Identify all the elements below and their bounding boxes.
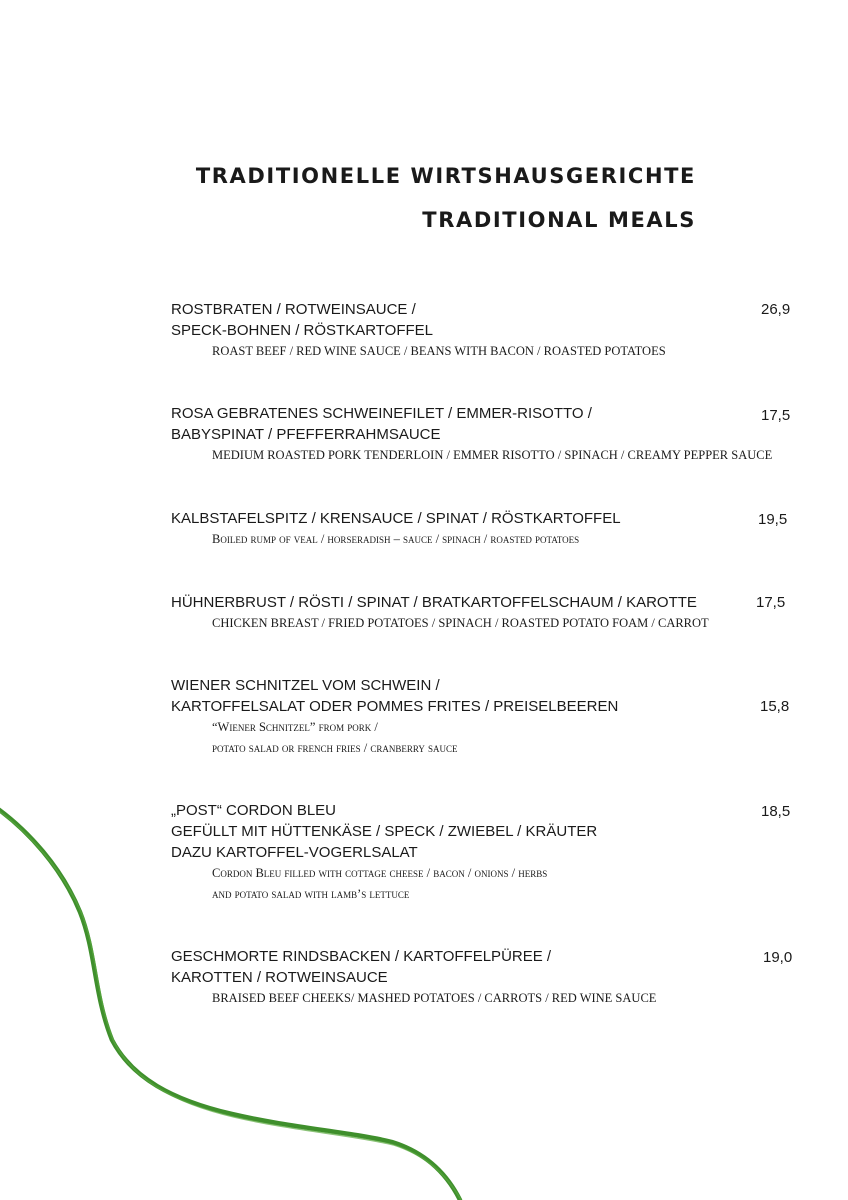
dish-price: 17,5	[756, 594, 786, 611]
dish-translation-line: and potato salad with lamb’s lettuce	[212, 887, 410, 901]
menu-item	[171, 299, 801, 362]
dish-name-line: DAZU KARTOFFEL-VOGERLSALAT	[171, 844, 418, 861]
dish-name-line: „POST“ CORDON BLEU	[171, 802, 337, 819]
menu-title-english: TRADITIONAL MEALS	[422, 208, 696, 232]
dish-price: 19,0	[763, 949, 793, 966]
dish-price: 17,5	[761, 407, 791, 424]
dish-translation-line: Boiled rump of veal / horseradish – sauce / spinach / roasted potatoes	[212, 532, 580, 546]
menu-item	[171, 403, 801, 466]
dish-price: 19,5	[758, 511, 788, 528]
dish-price: 26,9	[761, 301, 791, 318]
menu-item	[171, 675, 801, 759]
dish-translation-line: Cordon Bleu filled with cottage cheese / bacon / onions / herbs	[212, 866, 548, 880]
dish-name-line: HÜHNERBRUST / RÖSTI / SPINAT / BRATKARTOFFELSCHAUM / KAROTTE	[171, 594, 697, 611]
dish-name-line: WIENER SCHNITZEL VOM SCHWEIN /	[171, 677, 440, 694]
dish-price: 15,8	[760, 698, 790, 715]
dish-name-line: KARTOFFELSALAT ODER POMMES FRITES / PREISELBEEREN	[171, 698, 619, 715]
menu-title-german: TRADITIONELLE WIRTSHAUSGERICHTE	[195, 164, 696, 188]
dish-translation-line: ROAST BEEF / RED WINE SAUCE / BEANS WITH BACON / ROASTED POTATOES	[212, 344, 666, 358]
dish-translation-line: potato salad or french fries / cranberry sauce	[212, 741, 458, 755]
dish-translation-line: BRAISED BEEF CHEEKS/ MASHED POTATOES / CARROTS / RED WINE SAUCE	[212, 991, 657, 1005]
dish-name-line: GESCHMORTE RINDSBACKEN / KARTOFFELPÜREE /	[171, 948, 552, 965]
menu-item	[171, 592, 801, 634]
dish-name-line: ROSA GEBRATENES SCHWEINEFILET / EMMER-RISOTTO /	[171, 405, 592, 422]
dish-name-line: BABYSPINAT / PFEFFERRAHMSAUCE	[171, 426, 441, 443]
dish-translation-line: MEDIUM ROASTED PORK TENDERLOIN / EMMER RISOTTO / SPINACH / CREAMY PEPPER SAUCE	[212, 448, 773, 462]
dish-name-line: ROSTBRATEN / ROTWEINSAUCE /	[171, 301, 416, 318]
dish-name-line: GEFÜLLT MIT HÜTTENKÄSE / SPECK / ZWIEBEL / KRÄUTER	[171, 823, 598, 840]
dish-price: 18,5	[761, 803, 791, 820]
menu-item	[171, 800, 801, 905]
dish-name-line: KALBSTAFELSPITZ / KRENSAUCE / SPINAT / RÖSTKARTOFFEL	[171, 510, 621, 527]
dish-translation-line: CHICKEN BREAST / FRIED POTATOES / SPINACH / ROASTED POTATO FOAM / CARROT	[212, 616, 709, 630]
menu-item	[171, 508, 801, 550]
dish-name-line: SPECK-BOHNEN / RÖSTKARTOFFEL	[171, 322, 433, 339]
menu-item	[171, 946, 801, 1009]
dish-translation-line: “Wiener Schnitzel” from pork /	[212, 720, 378, 734]
dish-name-line: KAROTTEN / ROTWEINSAUCE	[171, 969, 388, 986]
